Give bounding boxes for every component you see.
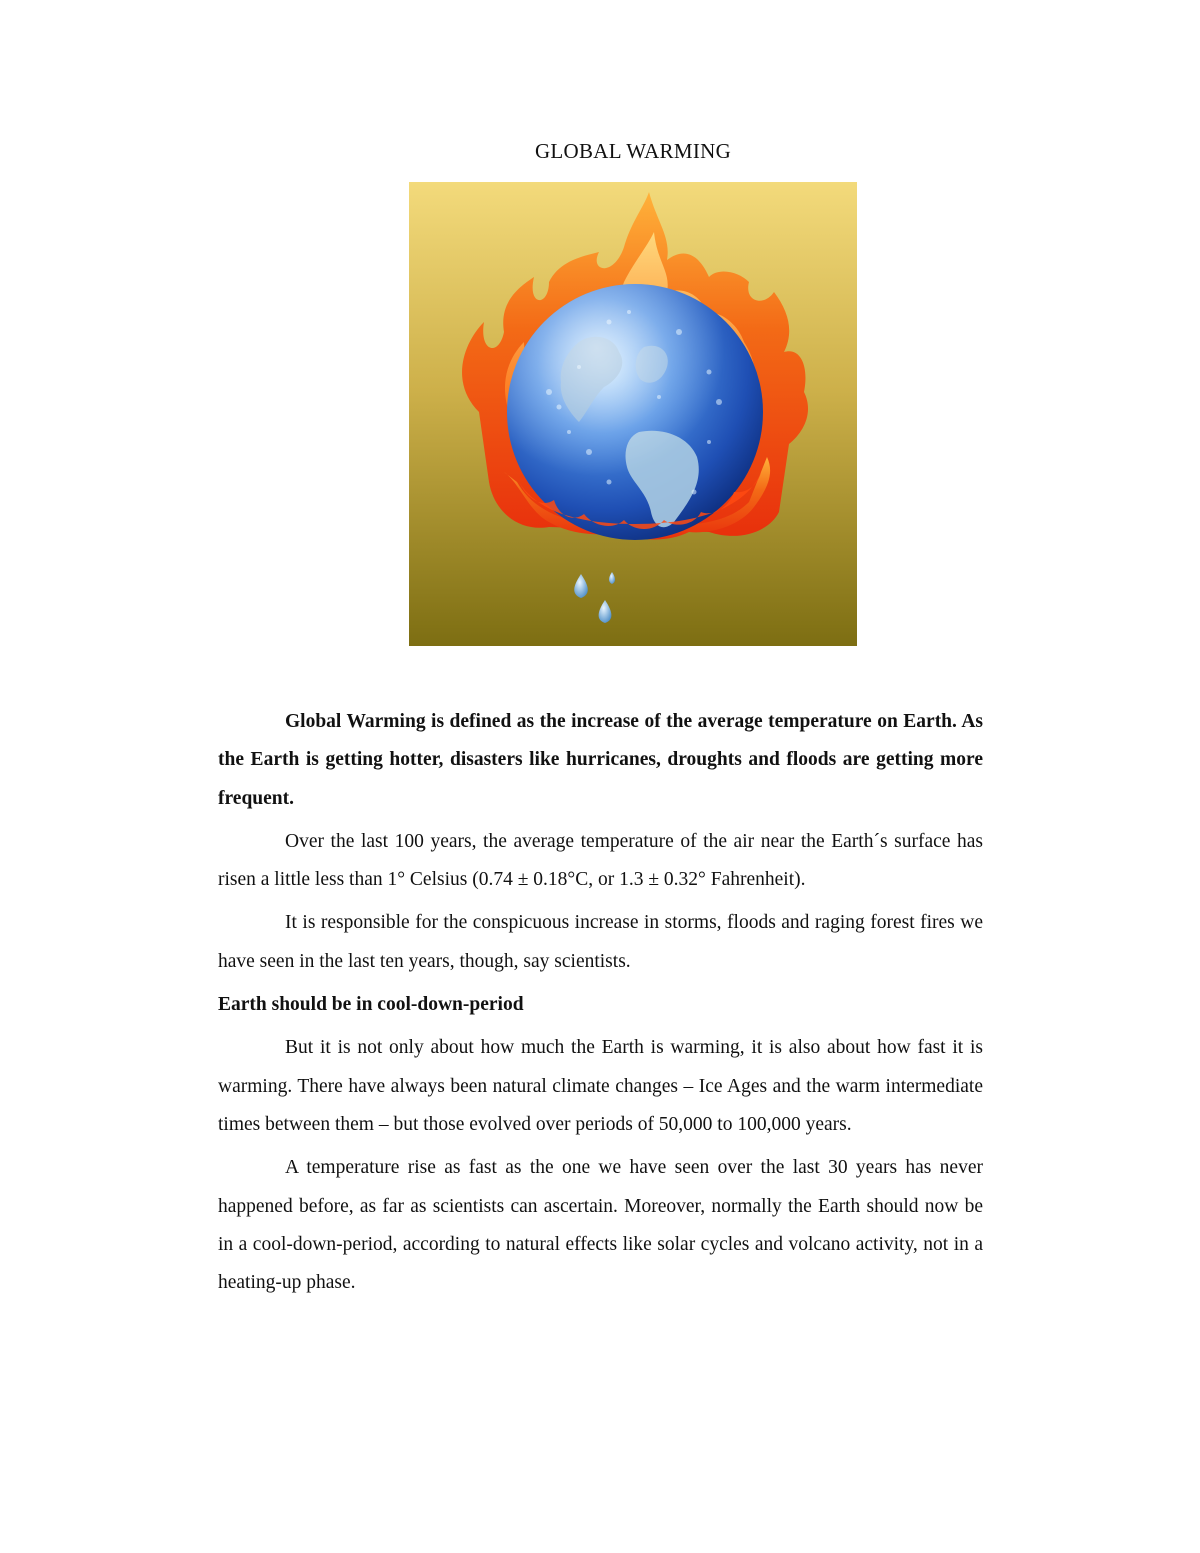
burning-globe-icon: [409, 182, 857, 646]
paragraph-definition: Global Warming is defined as the increase of the average temperature on Earth. As the Earth is getting hotter, disasters like hurricanes, droughts and floods are getting more frequent.: [218, 711, 983, 809]
paragraph-cooldown: A temperature rise as fast as the one we have seen over the last 30 years has never happened before, as far as scientists can ascertain. Moreover, normally the Earth should now be in a cool-down-period, according to natural effects like solar cycles and volcano activity, not in a heating-up phase.: [218, 1157, 983, 1294]
burning-globe-figure: [409, 182, 857, 646]
paragraph-temperature: Over the last 100 years, the average temperature of the air near the Earth´s surface has risen a little less than 1° Celsius (0.74 ± 0.18°C, or 1.3 ± 0.32° Fahrenheit).: [218, 830, 983, 891]
section-heading: Earth should be in cool-down-period: [218, 994, 524, 1016]
document-body: [218, 703, 983, 1307]
paragraph-storms: It is responsible for the conspicuous increase in storms, floods and raging forest fires we have seen in the last ten years, though, say scientists.: [218, 912, 983, 972]
page-title: GLOBAL WARMING: [534, 139, 732, 163]
paragraph-speed: But it is not only about how much the Earth is warming, it is also about how fast it is warming. There have always been natural climate changes – Ice Ages and the warm intermediate times between them – but those evolved over periods of 50,000 to 100,000 years.: [218, 1037, 983, 1135]
